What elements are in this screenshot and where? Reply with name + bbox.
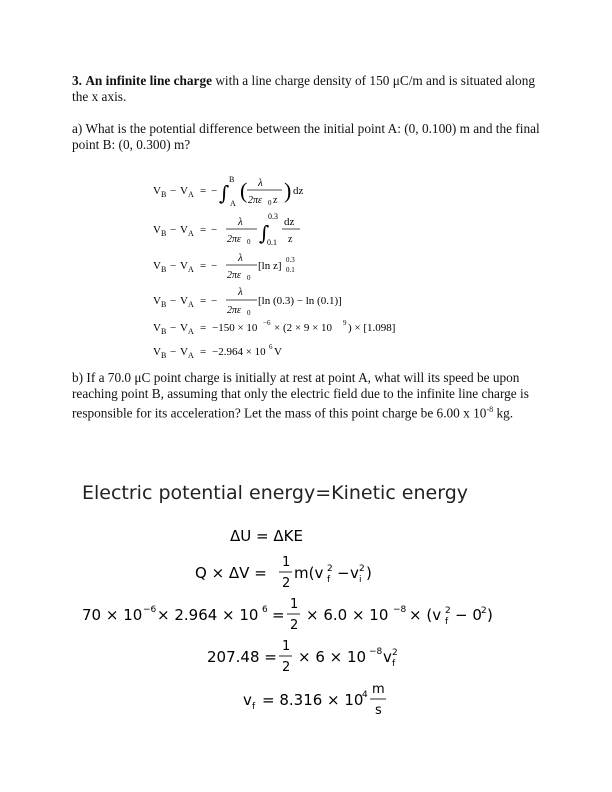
problem-intro: with a line charge density of 150 μC/m and is situated along the x axis.	[72, 73, 535, 104]
svg-text:Q × ΔV =: Q × ΔV =	[195, 564, 267, 582]
svg-text:B: B	[161, 229, 167, 238]
svg-text:70 × 10: 70 × 10	[82, 606, 143, 624]
energy-line-4	[207, 639, 398, 675]
svg-text:V: V	[274, 346, 282, 358]
svg-text:V: V	[180, 185, 188, 197]
svg-text:2πε: 2πε	[227, 305, 241, 316]
svg-text:= 8.316 × 10: = 8.316 × 10	[262, 691, 364, 709]
energy-heading: Electric potential energy=Kinetic energy	[82, 482, 469, 504]
svg-text:−150 × 10: −150 × 10	[212, 322, 258, 334]
svg-text:0.1: 0.1	[267, 238, 277, 247]
svg-text:A: A	[188, 300, 194, 309]
svg-text:207.48 =: 207.48 =	[207, 648, 277, 666]
svg-text:m(v: m(v	[294, 564, 324, 582]
svg-text:v: v	[350, 564, 359, 582]
svg-text:A: A	[188, 327, 194, 336]
svg-text:A: A	[188, 265, 194, 274]
svg-text:B: B	[161, 300, 167, 309]
svg-text:−: −	[170, 346, 177, 358]
svg-text:(: (	[240, 178, 248, 203]
svg-text:): )	[487, 606, 493, 624]
svg-text:−6: −6	[263, 319, 271, 327]
svg-text:B: B	[161, 190, 167, 199]
svg-text:B: B	[161, 327, 167, 336]
svg-text:=: =	[200, 322, 207, 334]
svg-text:v: v	[383, 648, 392, 666]
svg-text:dz: dz	[293, 185, 304, 197]
svg-text:[ln (0.3) − ln (0.1)]: [ln (0.3) − ln (0.1)]	[258, 295, 342, 307]
svg-text:−: −	[211, 260, 218, 272]
svg-text:−: −	[170, 224, 177, 236]
svg-text:−: −	[170, 322, 177, 334]
svg-text:1: 1	[282, 555, 291, 570]
svg-text:−6: −6	[143, 605, 157, 615]
svg-text:λ: λ	[258, 177, 263, 189]
svg-text:V: V	[180, 224, 188, 236]
svg-text:−: −	[170, 295, 177, 307]
svg-text:0: 0	[268, 199, 272, 207]
svg-text:9: 9	[343, 319, 347, 327]
svg-text:V: V	[153, 322, 161, 334]
svg-text:4: 4	[362, 690, 368, 700]
svg-text:=: =	[200, 185, 207, 197]
svg-text:2πε: 2πε	[248, 195, 262, 206]
energy-line-5	[243, 682, 386, 718]
svg-text:1: 1	[290, 597, 299, 612]
svg-text:V: V	[180, 260, 188, 272]
svg-text:=: =	[272, 606, 285, 624]
svg-text:f: f	[445, 617, 449, 627]
svg-text:6: 6	[262, 605, 268, 615]
svg-text:V: V	[180, 346, 188, 358]
svg-text:× (2 × 9 × 10: × (2 × 9 × 10	[274, 322, 333, 334]
svg-text:A: A	[188, 229, 194, 238]
svg-text:1: 1	[282, 639, 291, 654]
svg-text:m: m	[372, 682, 385, 697]
svg-text:B: B	[161, 351, 167, 360]
svg-text:−8: −8	[369, 647, 383, 657]
svg-text:6: 6	[269, 343, 273, 351]
svg-text:) × [1.098]: ) × [1.098]	[348, 322, 396, 334]
svg-text:2: 2	[481, 606, 487, 616]
svg-text:λ: λ	[238, 252, 243, 264]
svg-text:−: −	[337, 564, 350, 582]
part-b-label: b)	[72, 370, 84, 385]
svg-text:=: =	[200, 295, 207, 307]
svg-text:∫: ∫	[219, 181, 230, 205]
svg-text:B: B	[161, 265, 167, 274]
svg-text:−2.964 × 10: −2.964 × 10	[212, 346, 266, 358]
svg-text:2πε: 2πε	[227, 234, 241, 245]
part-a-text: What is the potential difference between the initial point A: (0, 0.100) m and the final point B: (0, 0.300) m?	[72, 121, 540, 152]
svg-text:λ: λ	[238, 216, 243, 228]
svg-text:V: V	[180, 295, 188, 307]
svg-text:− 0: − 0	[455, 606, 482, 624]
svg-text:V: V	[153, 260, 161, 272]
svg-text:A: A	[188, 351, 194, 360]
svg-text:−: −	[211, 185, 218, 197]
svg-text:A: A	[230, 199, 236, 208]
svg-text:A: A	[188, 190, 194, 199]
part-a-label: a)	[72, 121, 83, 136]
svg-text:2πε: 2πε	[227, 270, 241, 281]
svg-text:[ln z]: [ln z]	[258, 260, 282, 272]
svg-text:2: 2	[359, 564, 365, 574]
svg-text:V: V	[153, 346, 161, 358]
svg-text:−: −	[211, 224, 218, 236]
energy-line-3	[82, 597, 493, 633]
svg-text:0.3: 0.3	[286, 256, 295, 264]
svg-text:): )	[366, 564, 372, 582]
energy-line-2	[195, 555, 372, 591]
svg-text:V: V	[153, 224, 161, 236]
svg-text:−: −	[211, 295, 218, 307]
svg-text:s: s	[375, 703, 382, 718]
svg-text:2: 2	[327, 564, 333, 574]
svg-text:z: z	[288, 234, 293, 245]
svg-text:0: 0	[247, 238, 251, 246]
svg-text:2: 2	[282, 660, 291, 675]
svg-text:2: 2	[445, 606, 451, 616]
svg-text:2: 2	[290, 618, 299, 633]
svg-text:2: 2	[392, 648, 398, 658]
svg-text:=: =	[200, 260, 207, 272]
svg-text:V: V	[153, 295, 161, 307]
svg-text:0.1: 0.1	[286, 266, 295, 274]
svg-text:0: 0	[247, 274, 251, 282]
svg-text:0.3: 0.3	[268, 212, 278, 221]
svg-text:V: V	[180, 322, 188, 334]
svg-text:): )	[284, 178, 292, 203]
svg-text:f: f	[252, 702, 256, 712]
svg-text:× 6 × 10: × 6 × 10	[298, 648, 367, 666]
svg-text:−: −	[170, 185, 177, 197]
svg-text:ΔU = ΔKE: ΔU = ΔKE	[230, 527, 303, 545]
problem-title: An infinite line charge	[85, 73, 212, 88]
mass-exponent: -8	[486, 405, 494, 414]
svg-text:V: V	[153, 185, 161, 197]
svg-text:−8: −8	[393, 605, 407, 615]
mass-unit: kg.	[496, 405, 514, 421]
svg-text:B: B	[229, 175, 235, 184]
svg-text:0: 0	[247, 309, 251, 317]
part-b-text: If a 70.0 μC point charge is initially at rest at point A, what will its speed be upon reaching point B, assuming that only the electric field due to the infinite line charge is responsible for its acceleration? Let the mass of this point charge be 6.00 x 10	[72, 370, 529, 421]
svg-text:2: 2	[282, 576, 291, 591]
svg-text:−: −	[170, 260, 177, 272]
svg-text:× (v: × (v	[409, 606, 442, 624]
svg-text:=: =	[200, 224, 207, 236]
svg-text:v: v	[243, 691, 252, 709]
problem-number: 3.	[72, 73, 82, 88]
svg-text:f: f	[327, 575, 331, 585]
svg-text:∫: ∫	[259, 221, 270, 245]
svg-text:f: f	[392, 659, 396, 669]
svg-text:× 2.964 × 10: × 2.964 × 10	[157, 606, 259, 624]
svg-text:z: z	[273, 195, 278, 206]
svg-text:i: i	[359, 575, 362, 585]
svg-text:× 6.0 × 10: × 6.0 × 10	[306, 606, 389, 624]
energy-line-1	[230, 527, 303, 545]
svg-text:λ: λ	[238, 286, 243, 298]
svg-text:dz: dz	[284, 216, 295, 228]
svg-text:=: =	[200, 346, 207, 358]
